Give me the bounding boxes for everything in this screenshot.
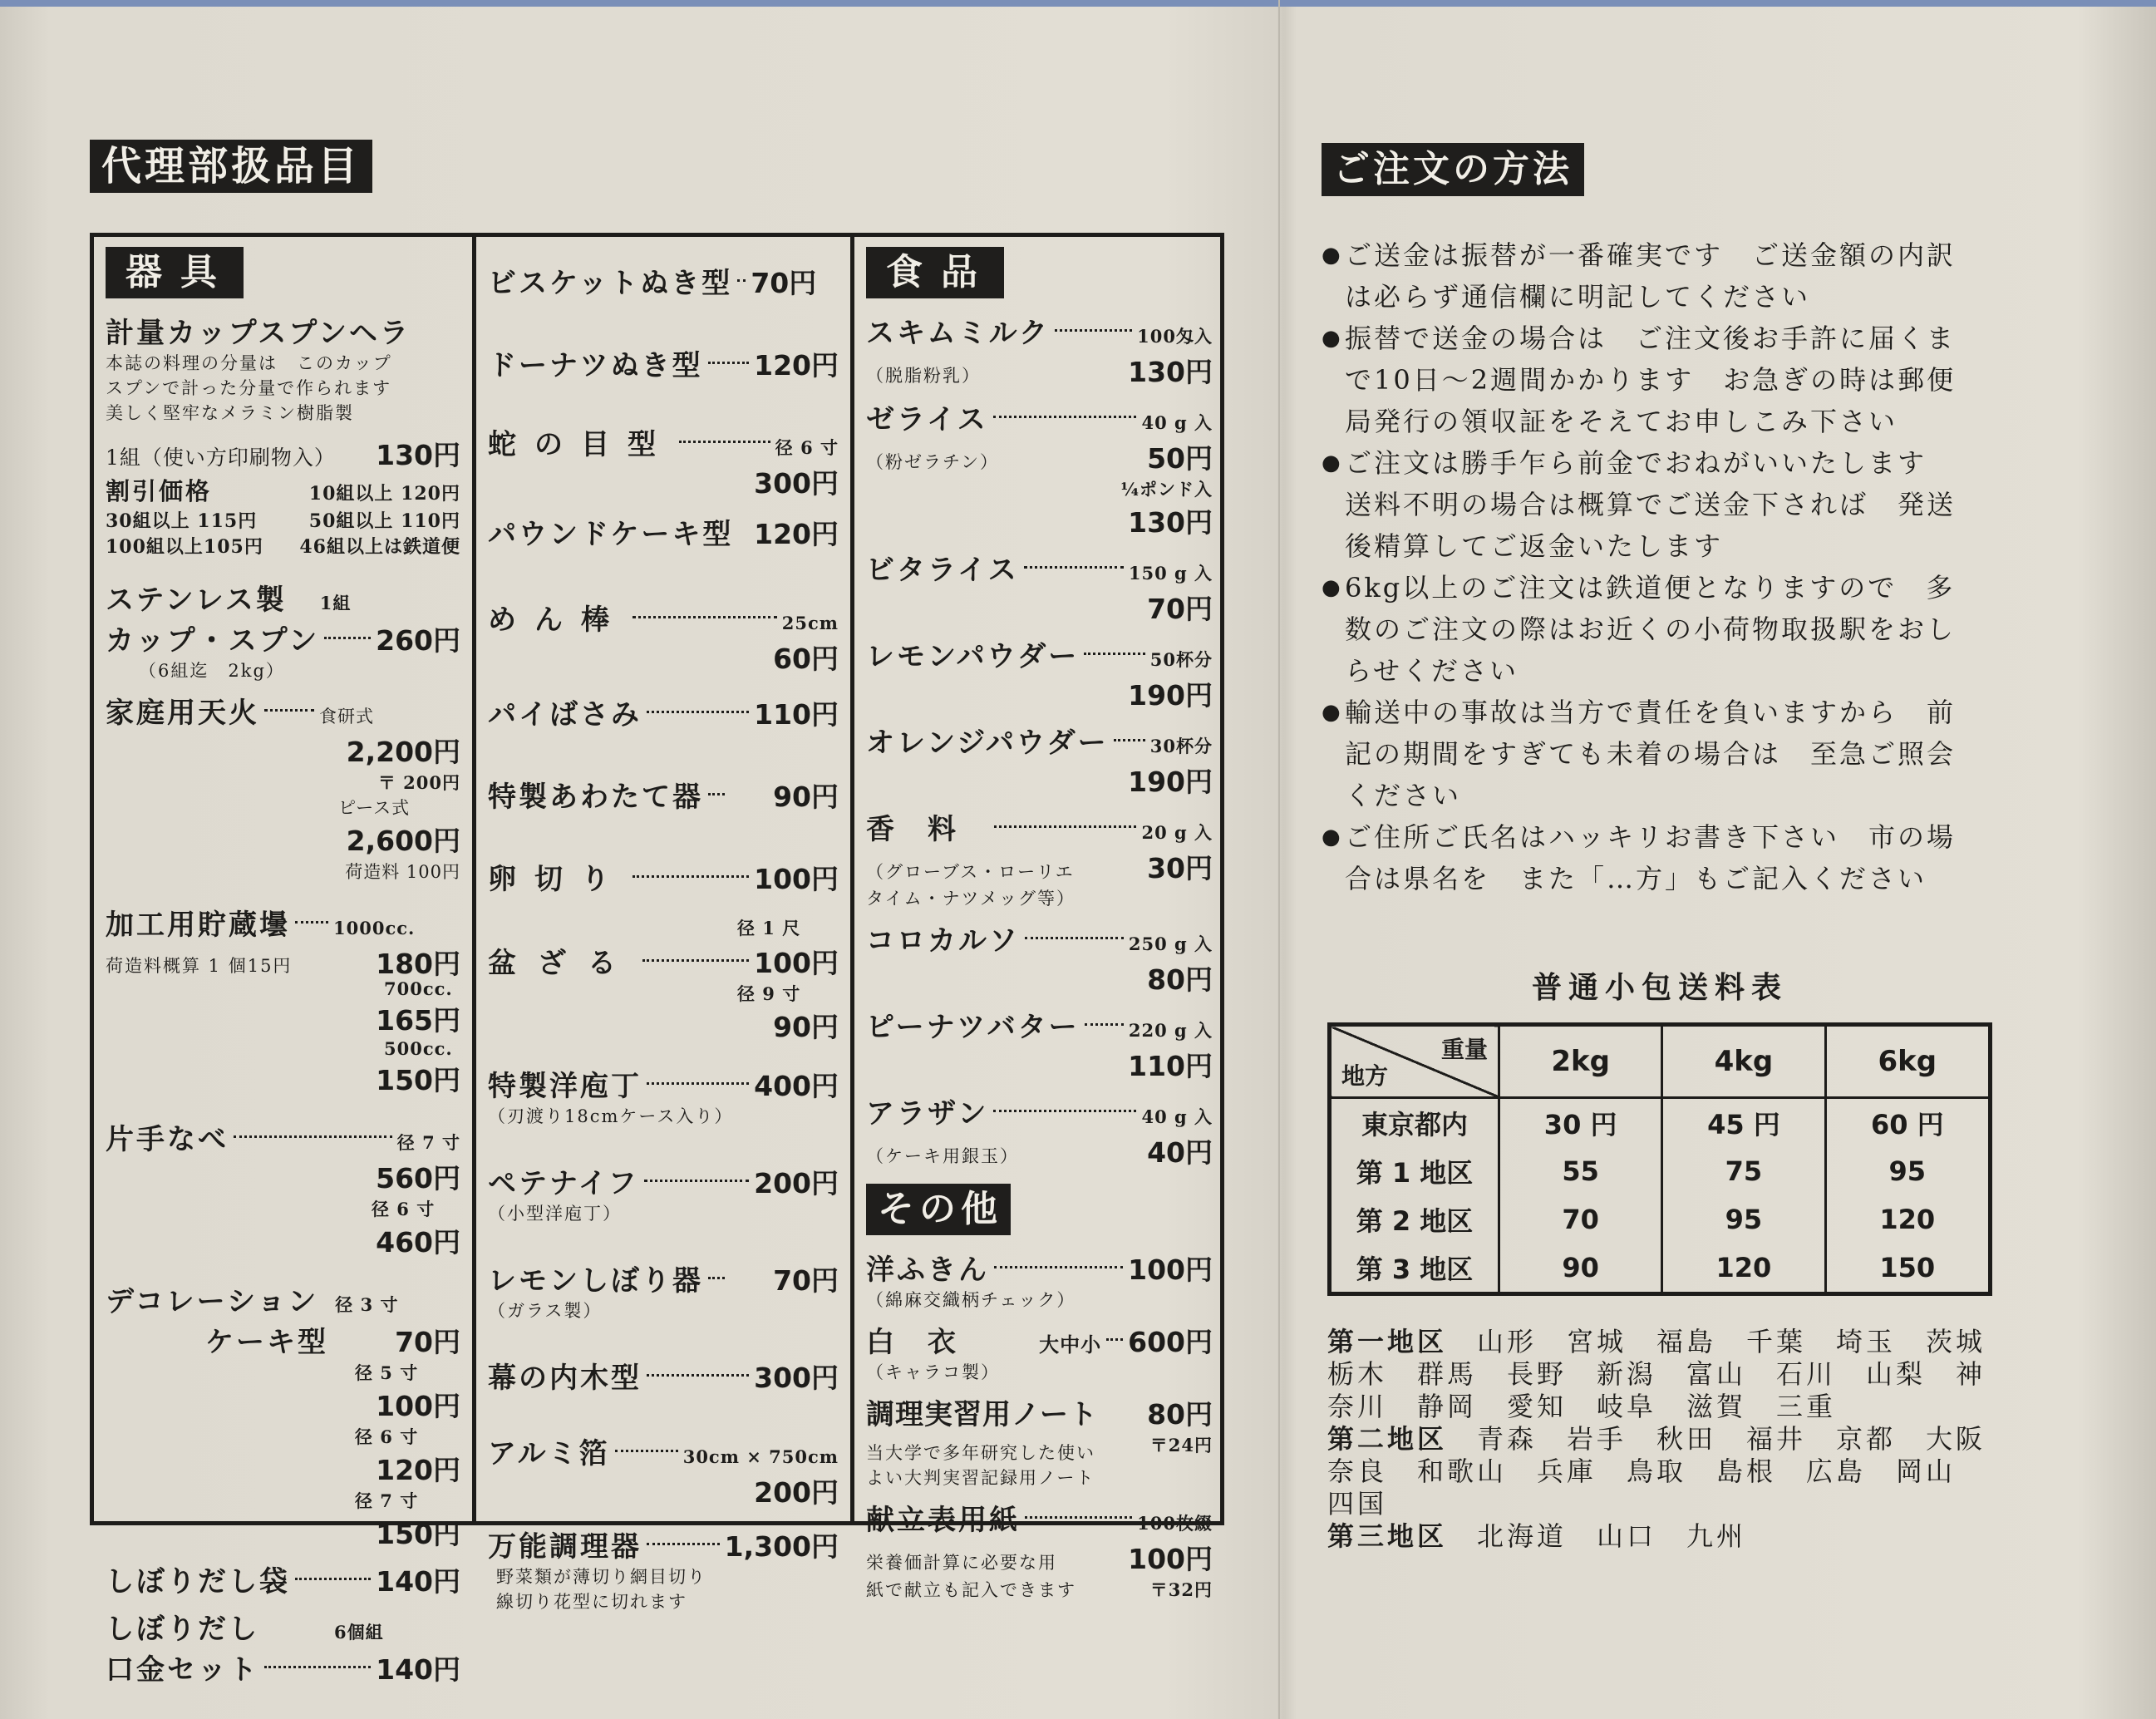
order-instruction bbox=[1322, 442, 1986, 567]
bullet-icon: ● bbox=[1322, 825, 1343, 850]
section-equipment: 器具 bbox=[106, 247, 244, 298]
item-argent bbox=[854, 1087, 1224, 1174]
item-note: 線切り花型に切れます bbox=[496, 1592, 687, 1612]
instruction-line: ご住所ご氏名はハッキリお書き下さい 市の場 bbox=[1345, 821, 1957, 853]
item-skim-milk bbox=[854, 307, 1224, 393]
shipping-rate: 60 円 bbox=[1825, 1098, 1990, 1148]
instruction-line: ご注文は勝手乍ら前金でおねがいいたします bbox=[1345, 447, 1927, 479]
bullet-icon: ● bbox=[1322, 451, 1343, 475]
item-qty: 100匁入 bbox=[1137, 326, 1213, 347]
item-qty: 150 g 入 bbox=[1128, 563, 1213, 584]
instruction-line: ください bbox=[1345, 780, 1462, 811]
item-note: 本誌の料理の分量は このカップ bbox=[106, 353, 392, 373]
item-name: パイばさみ bbox=[488, 698, 642, 731]
instruction-line: 振替で送金の場合は ご注文後お手許に届くま bbox=[1345, 323, 1957, 354]
item-price: 120円 bbox=[754, 518, 839, 550]
item-size: 500cc. bbox=[384, 1038, 453, 1059]
order-instruction bbox=[1322, 692, 1986, 816]
item-price: 1,300円 bbox=[724, 1530, 839, 1563]
item-name: 幕の内木型 bbox=[488, 1362, 642, 1395]
section-other: その他 bbox=[866, 1184, 1011, 1235]
item-price: 460円 bbox=[376, 1226, 460, 1258]
item-size: 700cc. bbox=[384, 978, 453, 999]
item-name: ケーキ型 bbox=[205, 1326, 328, 1359]
shipping-col-header: 6kg bbox=[1825, 1025, 1990, 1098]
item-size: 径 3 寸 bbox=[335, 1294, 399, 1315]
item-note: 野菜類が薄切り網目切り bbox=[496, 1567, 706, 1587]
region-label: 第三地区 bbox=[1327, 1520, 1448, 1552]
item-oven bbox=[94, 687, 472, 887]
order-heading: ご注文の方法 bbox=[1322, 143, 1584, 196]
item-biscuit-cutter bbox=[476, 257, 850, 304]
item-name: ステンレス製 bbox=[106, 584, 287, 617]
item-note: よい大判実習記録用ノート bbox=[866, 1468, 1095, 1488]
item-note: （キャラコ製） bbox=[866, 1362, 1000, 1382]
page-fold bbox=[1278, 0, 1280, 1719]
item-note: 美しく堅牢なメラミン樹脂製 bbox=[106, 403, 354, 423]
item-price: 300円 bbox=[754, 1362, 839, 1394]
corner-weight-label: 重量 bbox=[1440, 1036, 1488, 1063]
postage: 〒24円 bbox=[1149, 1435, 1213, 1455]
item-name: 万能調理器 bbox=[488, 1530, 642, 1564]
instruction-line: ご送金は振替が一番確実です ご送金額の内訳 bbox=[1345, 239, 1957, 271]
item-price: 2,600円 bbox=[346, 825, 460, 857]
item-price: 100円 bbox=[754, 863, 839, 895]
item-orange-powder bbox=[854, 717, 1224, 803]
column-tools bbox=[476, 237, 850, 1612]
item-qty: ¼ポンド入 bbox=[1120, 479, 1213, 500]
item-note: 栄養価計算に必要な用 bbox=[866, 1553, 1057, 1573]
item-price: 110円 bbox=[1128, 1050, 1213, 1082]
item-name: デコレーション bbox=[106, 1285, 319, 1318]
item-note: 紙で献立も記入できます bbox=[866, 1580, 1076, 1600]
item-nozzle-set bbox=[94, 1603, 472, 1691]
item-egg-slicer bbox=[476, 853, 850, 900]
order-instruction bbox=[1322, 234, 1986, 318]
item-price: 100円 bbox=[376, 1390, 460, 1422]
item-stainless-set bbox=[94, 574, 472, 687]
item-price: 600円 bbox=[1128, 1326, 1213, 1358]
item-price: 180円 bbox=[376, 948, 460, 980]
item-price: 70円 bbox=[1147, 593, 1213, 625]
discount-tier: 100組以上105円 bbox=[106, 536, 263, 558]
item-name: アルミ箔 bbox=[488, 1437, 610, 1470]
region-prefectures: 山形 宮城 福島 千葉 埼玉 茨城 bbox=[1477, 1326, 1986, 1357]
item-basket bbox=[476, 912, 850, 1048]
region-prefectures: 栃木 群馬 長野 新潟 富山 石川 山梨 神 bbox=[1327, 1358, 1986, 1390]
item-lemon-powder bbox=[854, 630, 1224, 717]
item-size: 径 9 寸 bbox=[737, 983, 801, 1004]
item-name: ピーナツバター bbox=[866, 1011, 1080, 1044]
item-qty: 100枚綴 bbox=[1137, 1513, 1213, 1534]
column-equipment bbox=[94, 237, 472, 1687]
item-name: 献立表用紙 bbox=[866, 1504, 1020, 1537]
item-price: 80円 bbox=[1147, 963, 1213, 996]
item-rice-mold bbox=[476, 1352, 850, 1399]
item-pound-mold bbox=[476, 508, 850, 555]
item-note: （脱脂粉乳） bbox=[866, 366, 981, 386]
shipping-title: 普通小包送料表 bbox=[1531, 971, 1788, 1005]
region-prefectures: 北海道 山口 九州 bbox=[1477, 1520, 1747, 1552]
postage: 〒 200円 bbox=[377, 772, 460, 793]
item-knife bbox=[476, 1060, 850, 1132]
column-foods bbox=[854, 237, 1224, 1600]
item-size: 径 7 寸 bbox=[396, 1132, 460, 1153]
item-note: （綿麻交織柄チェック） bbox=[866, 1290, 1076, 1310]
item-note: タイム・ナツメッグ等） bbox=[866, 889, 1076, 909]
item-note: 荷造料概算 1 個15円 bbox=[106, 956, 293, 976]
top-edge bbox=[0, 0, 2156, 7]
item-price: 190円 bbox=[1128, 766, 1213, 798]
item-qty: 40 g 入 bbox=[1141, 412, 1213, 433]
item-size: 径 6 寸 bbox=[775, 437, 839, 458]
item-note: （6組迄 2kg） bbox=[139, 661, 285, 681]
item-note: 当大学で多年研究した使い bbox=[866, 1443, 1095, 1463]
item-name: ビタライス bbox=[866, 554, 1019, 587]
instruction-line: らせください bbox=[1345, 655, 1519, 687]
postage: 〒32円 bbox=[1149, 1579, 1213, 1600]
item-menu-paper bbox=[854, 1494, 1224, 1606]
section-foods: 食品 bbox=[866, 247, 1004, 298]
item-price: 70円 bbox=[751, 267, 817, 299]
item-note: （粉ゼラチン） bbox=[866, 452, 999, 472]
item-price: 140円 bbox=[376, 1565, 460, 1598]
region-prefectures: 奈川 静岡 愛知 岐阜 滋賀 三重 bbox=[1327, 1391, 1837, 1422]
item-qty: 30杯分 bbox=[1149, 736, 1213, 756]
item-piping-bag bbox=[94, 1555, 472, 1603]
item-note: （ケーキ用銀玉） bbox=[866, 1146, 1019, 1166]
item-price: 100円 bbox=[1128, 1543, 1213, 1575]
item-price: 190円 bbox=[1128, 679, 1213, 712]
item-name: 計量カップスプンヘラ bbox=[106, 317, 411, 350]
shipping-region: 第 1 地区 bbox=[1356, 1157, 1474, 1189]
order-instructions bbox=[1322, 234, 1986, 899]
shipping-table-body bbox=[1330, 1098, 1991, 1294]
item-size: 25cm bbox=[781, 613, 839, 633]
instruction-line: 局発行の領収証をそえてお申しこみ下さい bbox=[1345, 406, 1898, 437]
item-price: 200円 bbox=[754, 1167, 839, 1199]
item-price: 50円 bbox=[1147, 442, 1213, 475]
item-name: パウンドケーキ型 bbox=[488, 518, 734, 551]
item-qty: 220 g 入 bbox=[1128, 1020, 1213, 1041]
instruction-line: 記の期間をすぎても未着の場合は 至急ご照会 bbox=[1345, 738, 1957, 770]
item-price: 165円 bbox=[376, 1004, 460, 1037]
item-price: 260円 bbox=[376, 624, 460, 657]
item-price: 560円 bbox=[376, 1162, 460, 1194]
item-cloth bbox=[854, 1244, 1224, 1316]
shipping-region: 第 3 地区 bbox=[1356, 1254, 1474, 1285]
item-note: スプンで計った分量で作られます bbox=[106, 378, 392, 398]
shipping-row bbox=[1330, 1195, 1991, 1244]
item-price: 60円 bbox=[773, 643, 839, 675]
item-variant: 食研式 bbox=[319, 707, 374, 727]
instruction-line: 6kg以上のご注文は鉄道便となりますので 多 bbox=[1345, 572, 1956, 603]
item-gelatin bbox=[854, 393, 1224, 544]
item-name: ペテナイフ bbox=[488, 1167, 639, 1200]
corner-region-label: 地方 bbox=[1341, 1062, 1389, 1090]
item-price: 90円 bbox=[773, 1011, 839, 1043]
item-name: しぼりだし袋 bbox=[106, 1565, 290, 1598]
shipping-table bbox=[1327, 1022, 1992, 1296]
item-price: 110円 bbox=[754, 698, 839, 731]
item-note: （小型洋庖丁） bbox=[488, 1204, 622, 1224]
item-price: 30円 bbox=[1147, 852, 1213, 884]
item-vitarice bbox=[854, 544, 1224, 630]
shipping-rate: 90 bbox=[1499, 1244, 1662, 1294]
item-qty: 6個組 bbox=[334, 1622, 384, 1643]
item-whisk bbox=[476, 771, 850, 818]
item-variant: 1組（使い方印刷物入） bbox=[106, 446, 336, 470]
item-flavoring bbox=[854, 803, 1224, 914]
shipping-rate: 95 bbox=[1662, 1195, 1825, 1244]
region-prefectures: 奈良 和歌山 兵庫 鳥取 島根 広島 岡山 四国 bbox=[1327, 1455, 1986, 1520]
instruction-line: 送料不明の場合は概算でご送金下されば 発送 bbox=[1345, 489, 1957, 520]
item-price: 300円 bbox=[754, 467, 839, 500]
region-label: 第一地区 bbox=[1327, 1326, 1448, 1357]
discount-tier: 46組以上は鉄道便 bbox=[299, 536, 460, 558]
item-price: 100円 bbox=[754, 947, 839, 979]
shipping-region: 東京都内 bbox=[1361, 1109, 1468, 1140]
item-name: 卵切り bbox=[488, 863, 628, 896]
item-cake-mold bbox=[94, 1275, 472, 1555]
item-name: ドーナツぬき型 bbox=[488, 349, 703, 382]
bullet-icon: ● bbox=[1322, 700, 1343, 725]
instruction-line: 合は県名を また「…方」もご記入ください bbox=[1345, 863, 1927, 894]
shipping-rate: 150 bbox=[1825, 1244, 1990, 1294]
item-name: 特製あわたて器 bbox=[488, 781, 703, 814]
item-price: 130円 bbox=[1128, 356, 1213, 388]
item-qty: 1組 bbox=[319, 593, 352, 613]
shipping-rate: 95 bbox=[1825, 1147, 1990, 1195]
item-name: レモンパウダー bbox=[866, 640, 1080, 673]
item-size: 径 1 尺 bbox=[737, 918, 801, 938]
item-colocarso bbox=[854, 914, 1224, 1001]
item-name: めん棒 bbox=[488, 603, 628, 637]
item-price: 400円 bbox=[754, 1070, 839, 1102]
shipping-rate: 75 bbox=[1662, 1147, 1825, 1195]
item-size: 30cm × 750cm bbox=[682, 1446, 839, 1467]
packing-fee: 荷造料 100円 bbox=[345, 862, 460, 882]
order-instruction bbox=[1322, 567, 1986, 692]
item-measuring-set bbox=[94, 307, 472, 562]
item-size: 1000cc. bbox=[333, 918, 416, 938]
instruction-line: 数のご注文の際はお近くの小荷物取扱駅をおし bbox=[1345, 613, 1957, 645]
item-size: 径 6 寸 bbox=[372, 1199, 436, 1219]
discount-tier: 10組以上 120円 bbox=[308, 483, 460, 505]
item-name: 加工用貯蔵壜 bbox=[106, 909, 290, 942]
item-name: 家庭用天火 bbox=[106, 697, 259, 730]
shipping-rate: 120 bbox=[1662, 1244, 1825, 1294]
discount-tier: 50組以上 110円 bbox=[308, 510, 460, 532]
region-label: 第二地区 bbox=[1327, 1423, 1448, 1455]
item-size: 径 5 寸 bbox=[355, 1362, 419, 1383]
item-price: 120円 bbox=[376, 1454, 460, 1486]
instruction-line: 輸送中の事故は当方で責任を負いますから 前 bbox=[1345, 697, 1957, 728]
item-name: コロカルソ bbox=[866, 924, 1020, 958]
order-instruction bbox=[1322, 318, 1986, 442]
catalog-heading: 代理部扱品目 bbox=[90, 140, 372, 193]
item-price: 150円 bbox=[376, 1518, 460, 1550]
item-peanut-butter bbox=[854, 1001, 1224, 1087]
item-qty: 20 g 入 bbox=[1141, 822, 1213, 843]
item-storage-jar bbox=[94, 899, 472, 1101]
item-price: 150円 bbox=[376, 1064, 460, 1096]
shipping-region: 第 2 地区 bbox=[1356, 1205, 1474, 1237]
item-slicer bbox=[476, 1520, 850, 1618]
item-coat bbox=[854, 1316, 1224, 1388]
item-name: レモンしぼり器 bbox=[488, 1264, 703, 1298]
item-variant: ピース式 bbox=[338, 798, 411, 818]
catalog-table bbox=[90, 233, 1224, 1687]
item-foil bbox=[476, 1427, 850, 1514]
item-price: 200円 bbox=[754, 1476, 839, 1509]
instruction-line: で10日～2週間かかります お急ぎの時は郵便 bbox=[1345, 364, 1957, 396]
item-qty: 250 g 入 bbox=[1128, 933, 1213, 954]
item-name: しぼりだし bbox=[106, 1613, 259, 1646]
item-price: 130円 bbox=[1128, 506, 1213, 539]
item-price: 70円 bbox=[773, 1264, 839, 1297]
item-price: 130円 bbox=[376, 439, 460, 471]
item-name: 洋ふきん bbox=[866, 1254, 989, 1287]
instruction-line: は必らず通信欄に明記してください bbox=[1345, 281, 1811, 313]
item-name: ビスケットぬき型 bbox=[488, 267, 733, 300]
item-price: 100円 bbox=[1128, 1254, 1213, 1286]
item-rolling-pin bbox=[476, 594, 850, 680]
discount-tier: 30組以上 115円 bbox=[106, 510, 258, 532]
item-name: スキムミルク bbox=[866, 317, 1050, 350]
item-saucepan bbox=[94, 1113, 472, 1263]
item-size: 径 6 寸 bbox=[355, 1426, 419, 1447]
item-name: 特製洋庖丁 bbox=[488, 1070, 642, 1103]
item-price: 2,200円 bbox=[346, 736, 460, 768]
item-name: アラザン bbox=[866, 1097, 989, 1130]
item-ring-mold bbox=[476, 418, 850, 505]
item-price: 90円 bbox=[773, 781, 839, 813]
shipping-rate: 30 円 bbox=[1499, 1098, 1662, 1148]
item-price: 120円 bbox=[754, 349, 839, 382]
instruction-line: 後精算してご返金いたします bbox=[1345, 530, 1724, 562]
item-price: 40円 bbox=[1147, 1136, 1213, 1169]
item-size: 大中小 bbox=[1039, 1332, 1102, 1357]
item-size: 径 7 寸 bbox=[355, 1490, 419, 1511]
shipping-rate: 45 円 bbox=[1662, 1098, 1825, 1148]
item-petit-knife bbox=[476, 1157, 850, 1229]
shipping-rate: 55 bbox=[1499, 1147, 1662, 1195]
item-name: 盆ざる bbox=[488, 947, 637, 980]
region-list bbox=[1327, 1326, 2009, 1553]
item-name: 蛇の目型 bbox=[488, 428, 674, 461]
item-name: 調理実習用ノート bbox=[866, 1398, 1098, 1431]
shipping-rate: 70 bbox=[1499, 1195, 1662, 1244]
item-pie-crimper bbox=[476, 688, 850, 736]
item-name: 白衣 bbox=[866, 1326, 989, 1359]
item-note: （刃渡り18cmケース入り） bbox=[488, 1106, 734, 1126]
item-price: 80円 bbox=[1147, 1398, 1213, 1431]
item-price: 70円 bbox=[395, 1326, 460, 1358]
order-instruction bbox=[1322, 816, 1986, 899]
item-name: 口金セット bbox=[106, 1653, 259, 1687]
bullet-icon: ● bbox=[1322, 326, 1343, 351]
shipping-col-header: 2kg bbox=[1499, 1025, 1662, 1098]
shipping-row bbox=[1330, 1098, 1991, 1148]
shipping-rate: 120 bbox=[1825, 1195, 1990, 1244]
item-name: 片手なべ bbox=[106, 1123, 229, 1156]
item-note: （グローブス・ローリエ bbox=[866, 862, 1075, 882]
shipping-table-corner bbox=[1330, 1025, 1499, 1098]
discount-label: 割引価格 bbox=[106, 477, 213, 505]
item-notebook bbox=[854, 1388, 1224, 1494]
item-donut-cutter bbox=[476, 339, 850, 387]
item-name: 香料 bbox=[866, 813, 989, 846]
item-name: ゼライス bbox=[866, 403, 988, 436]
item-name: カップ・スプン bbox=[106, 624, 320, 658]
bullet-icon: ● bbox=[1322, 575, 1343, 600]
item-note: （ガラス製） bbox=[488, 1301, 603, 1321]
region-prefectures: 青森 岩手 秋田 福井 京都 大阪 bbox=[1477, 1423, 1986, 1455]
item-qty: 50杯分 bbox=[1149, 649, 1213, 670]
shipping-col-header: 4kg bbox=[1662, 1025, 1825, 1098]
item-price: 140円 bbox=[376, 1653, 460, 1686]
item-name: オレンジパウダー bbox=[866, 727, 1109, 760]
bullet-icon: ● bbox=[1322, 243, 1343, 268]
item-qty: 40 g 入 bbox=[1141, 1106, 1213, 1127]
item-lemon-squeezer bbox=[476, 1254, 850, 1327]
shipping-row bbox=[1330, 1244, 1991, 1294]
shipping-row bbox=[1330, 1147, 1991, 1195]
